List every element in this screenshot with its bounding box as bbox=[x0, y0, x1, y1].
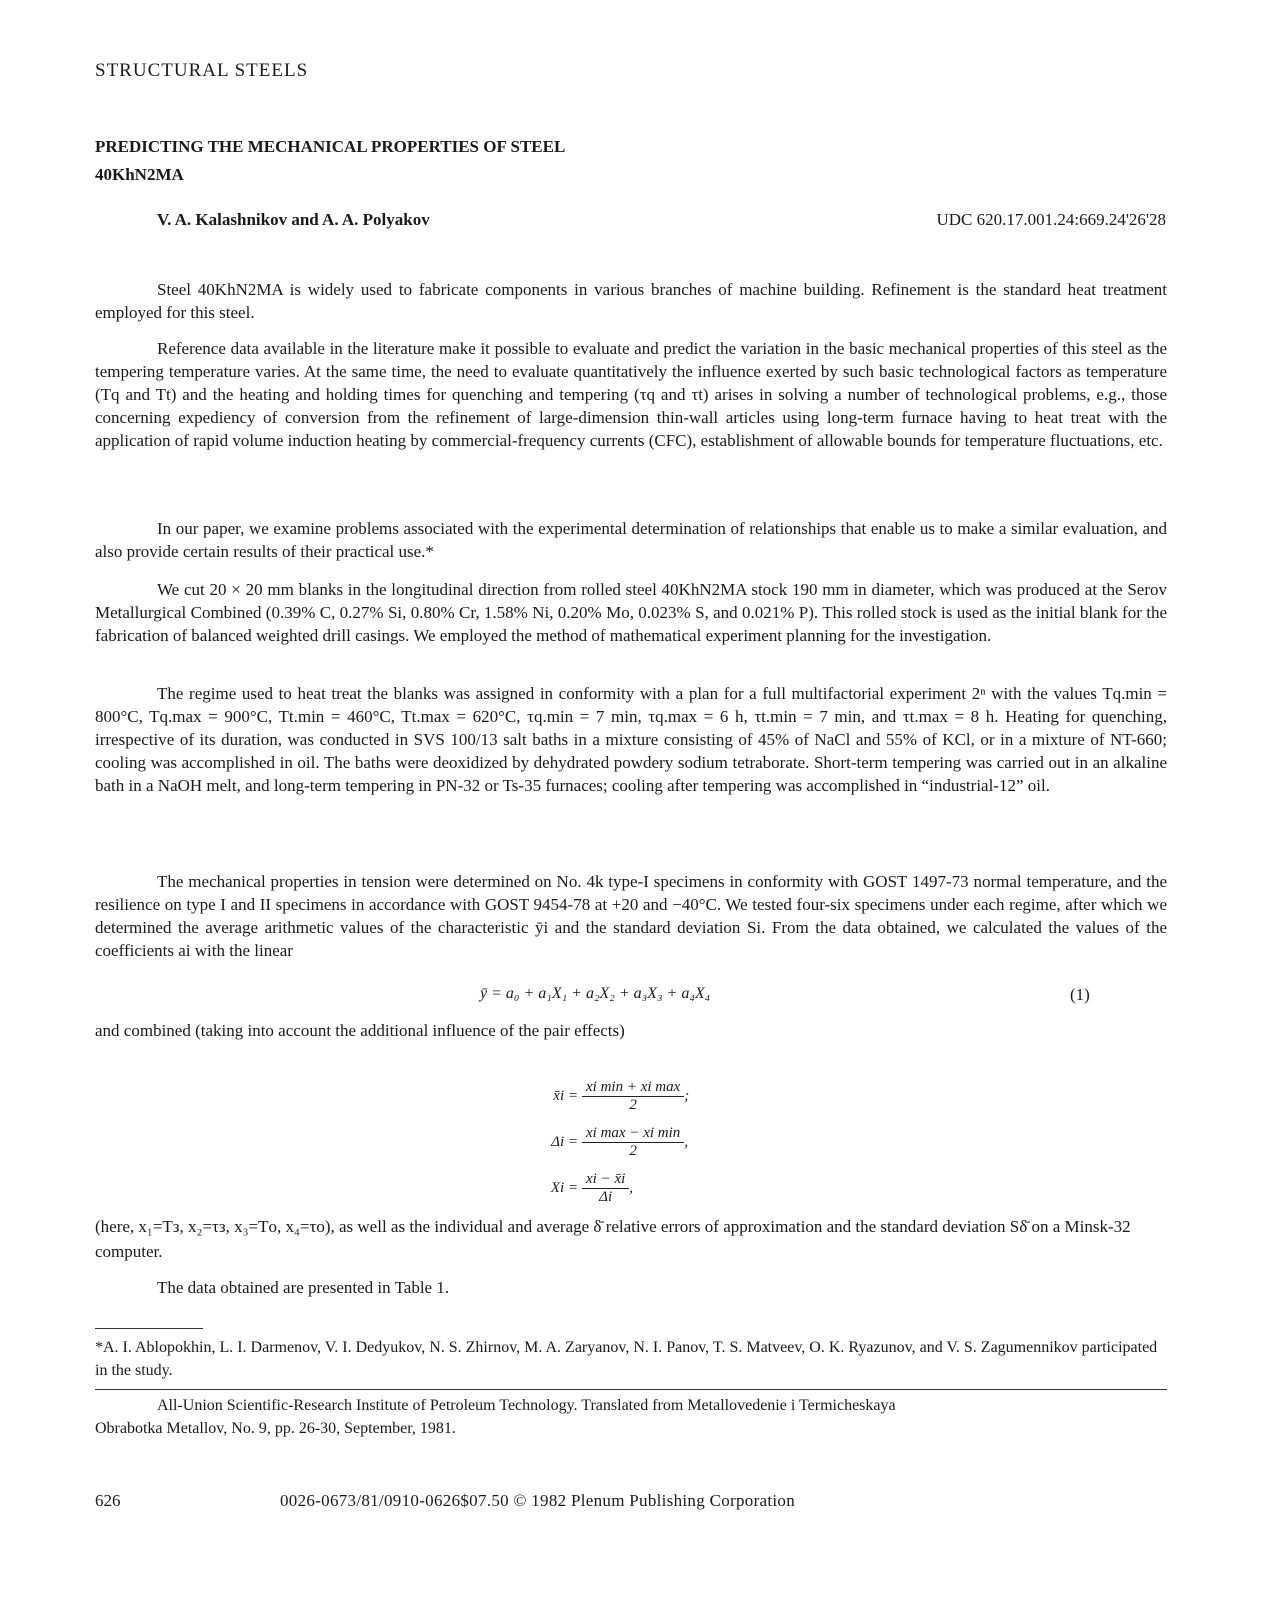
normalization-formulas bbox=[520, 1073, 740, 1211]
body-text-after-equation: and combined (taking into account the additional influence of the pair effects) bbox=[95, 1021, 625, 1040]
article-title bbox=[95, 133, 565, 189]
title-line-2: 40KhN2MA bbox=[95, 165, 184, 184]
body-paragraph-5 bbox=[95, 682, 1167, 797]
equation-1: ȳ = a₀ + a₁X₁ + a₂X₂ + a₃X₃ + a₄X₄ bbox=[480, 985, 711, 1002]
footnote-divider bbox=[95, 1328, 203, 1329]
body-paragraph-6 bbox=[95, 870, 1167, 962]
paragraph-text: The regime used to heat treat the blanks was assigned in conformity with a plan for a full multifactorial experiment 2ⁿ with the values Tq.min = 800°C, Tq.max = 900°C, Tt.min = 460°C, Tt.max = 620°C, τq.min = 7 min, τq.max = 6 h, τt.min = 7 min, and τt.max = 8 h. Heating for quenching, irrespective of its duration, was conducted in SVS 100/13 salt baths in a mixture consisting of 45% of NaCl and 55% of KCl, or in a mixture of NT-660; cooling was accomplished in oil. The baths were deoxidized by dehydrated powdery sodium tetraborate. Short-term tempering was carried out in an alkaline bath in a NaOH melt, and long-term tempering in PN-32 or Ts-35 furnaces; cooling after tempering was accomplished in “industrial-12” oil. bbox=[95, 684, 1167, 795]
body-text-variables: (here, x₁=Tз, x₂=τз, x₃=Tо, x₄=τо), as well as the individual and average δ̄ relative errors of approximation and the standard deviation Sδ̄ on a Minsk-32 computer. bbox=[95, 1217, 1131, 1261]
formula-coded-variable: Xi = $\frac{xi - x̄i}{\Delta i}$ , bbox=[550, 1170, 634, 1205]
body-paragraph-1 bbox=[95, 278, 1167, 324]
body-paragraph-4 bbox=[95, 578, 1167, 647]
paragraph-text: In our paper, we examine problems associated with the experimental determination of relationships that enable us to make a similar evaluation, and also provide certain results of their practical use.* bbox=[95, 519, 1167, 561]
title-line-1: PREDICTING THE MECHANICAL PROPERTIES OF STEEL bbox=[95, 137, 566, 156]
table-reference: The data obtained are presented in Table 1. bbox=[157, 1278, 450, 1297]
paragraph-text: Reference data available in the literature make it possible to evaluate and predict the variation in the basic mechanical properties of this steel as the tempering temperature varies. At the same time, the need to evaluate quantitatively the influence exerted by such basic technological factors as temperature (Tq and Tt) and the heating and holding times for quenching and tempering (τq and τt) arises in solving a number of technological problems, e.g., those concerning expediency of conversion from the refinement of large-dimension thin-wall articles using long-term furnace having to heat treat with the application of rapid volume induction heating by commercial-frequency currents (CFC), establishment of allowable bounds for temperature fluctuations, etc. bbox=[95, 339, 1167, 450]
body-paragraph-2 bbox=[95, 337, 1167, 452]
institute-note bbox=[95, 1394, 1167, 1440]
footnote: *A. I. Ablopokhin, L. I. Darmenov, V. I. Dedyukov, N. S. Zhirnov, M. A. Zaryanov, N. I. Panov, T. S. Matveev, O. K. Ryazunov, and V. S. Zagumennikov participated in the study. bbox=[95, 1339, 1158, 1379]
copyright-line: 0026-0673/81/0910-0626$07.50 © 1982 Plenum Publishing Corporation bbox=[280, 1491, 796, 1510]
page-number: 626 bbox=[95, 1491, 121, 1510]
institute-line-1: All-Union Scientific-Research Institute of Petroleum Technology. Translated from Metallovedenie i Termicheskaya bbox=[157, 1397, 896, 1414]
authors: V. A. Kalashnikov and A. A. Polyakov bbox=[157, 210, 430, 229]
body-paragraph-3 bbox=[95, 517, 1167, 563]
paragraph-text: The mechanical properties in tension were determined on No. 4k type-I specimens in conformity with GOST 1497-73 normal temperature, and the resilience on type I and II specimens in accordance with GOST 9454-78 at +20 and −40°C. We tested four-six specimens under each regime, after which we determined the average arithmetic values of the characteristic ȳi and the standard deviation Si. From the data obtained, we calculated the values of the coefficients ai with the linear bbox=[95, 872, 1167, 960]
paragraph-text: Steel 40KhN2MA is widely used to fabricate components in various branches of machine building. Refinement is the standard heat treatment employed for this steel. bbox=[95, 280, 1167, 322]
section-header: STRUCTURAL STEELS bbox=[95, 60, 309, 81]
institute-divider bbox=[95, 1389, 1167, 1390]
equation-number: (1) bbox=[1070, 985, 1090, 1004]
udc-code: UDC 620.17.001.24:669.24'26'28 bbox=[936, 210, 1166, 229]
institute-line-2: Obrabotka Metallov, No. 9, pp. 26-30, September, 1981. bbox=[95, 1420, 456, 1437]
formula-delta: Δi = $\frac{\text{xi max − xi min}}{2}$ , bbox=[551, 1124, 689, 1159]
paragraph-text: We cut 20 × 20 mm blanks in the longitudinal direction from rolled steel 40KhN2MA stock 190 mm in diameter, which was produced at the Serov Metallurgical Combined (0.39% C, 0.27% Si, 0.80% Cr, 1.58% Ni, 0.20% Mo, 0.023% S, and 0.021% P). This rolled stock is used as the initial blank for the fabrication of balanced weighted drill casings. We employed the method of mathematical experiment planning for the investigation. bbox=[95, 580, 1167, 645]
formula-mean: x̄i = $\frac{\text{xi min + xi max}}{2}$ ; bbox=[553, 1078, 690, 1113]
